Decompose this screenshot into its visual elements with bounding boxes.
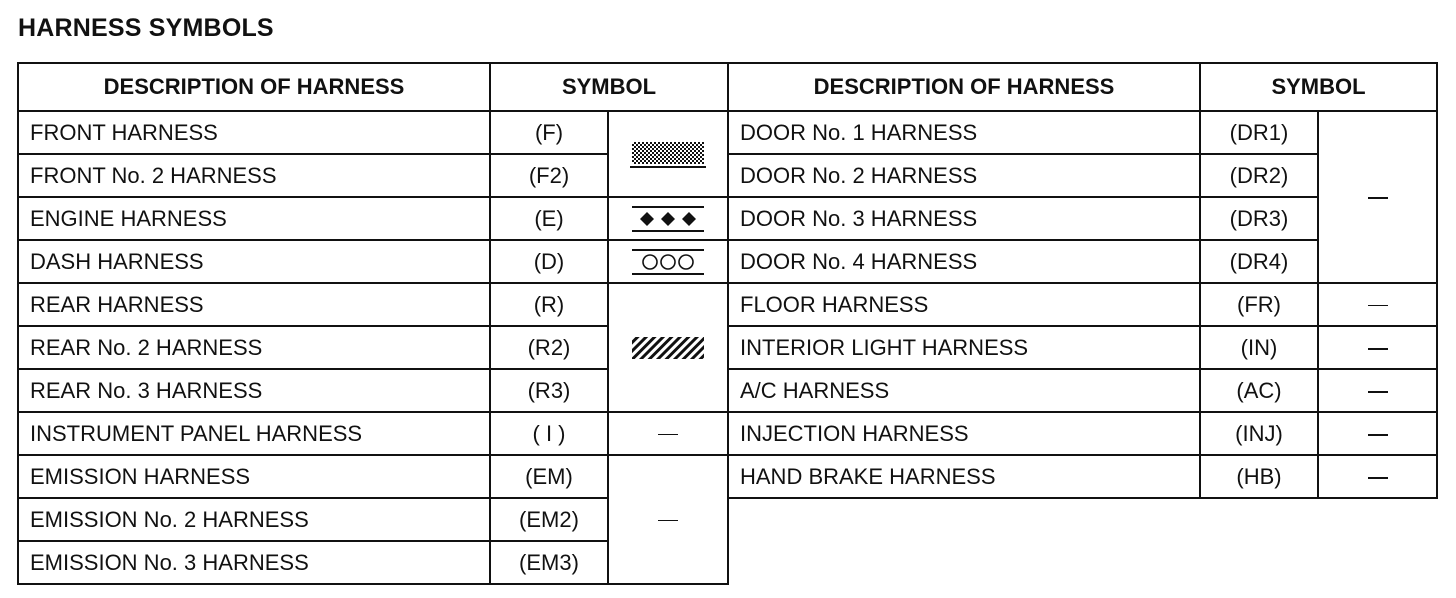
dash-icon xyxy=(1368,305,1388,307)
harness-description: REAR HARNESS xyxy=(18,283,490,326)
page-title: HARNESS SYMBOLS xyxy=(18,14,274,42)
dotted-band-icon xyxy=(630,138,706,170)
harness-code: (FR) xyxy=(1200,283,1318,326)
harness-code: (D) xyxy=(490,240,608,283)
harness-code: (R2) xyxy=(490,326,608,369)
dash-symbol-cell xyxy=(608,240,728,283)
engine-symbol-cell xyxy=(608,197,728,240)
dash-icon xyxy=(1368,477,1388,479)
harness-code: (DR3) xyxy=(1200,197,1318,240)
harness-code: (F) xyxy=(490,111,608,154)
header-description: DESCRIPTION OF HARNESS xyxy=(728,63,1200,111)
harness-description: FRONT HARNESS xyxy=(18,111,490,154)
harness-code: (F2) xyxy=(490,154,608,197)
dash-icon xyxy=(1368,391,1388,393)
harness-description: HAND BRAKE HARNESS xyxy=(728,455,1200,498)
dash-icon xyxy=(1368,197,1388,199)
hand-brake-symbol-cell xyxy=(1318,455,1437,498)
table-row xyxy=(18,283,728,326)
harness-description: FLOOR HARNESS xyxy=(728,283,1200,326)
circle-line-icon xyxy=(630,247,706,277)
header-symbol: SYMBOL xyxy=(490,63,728,111)
dash-icon xyxy=(1368,434,1388,436)
table-row xyxy=(18,197,728,240)
instrument-symbol-cell xyxy=(608,412,728,455)
harness-code: (E) xyxy=(490,197,608,240)
header-row xyxy=(728,63,1437,111)
dash-icon xyxy=(658,520,678,522)
injection-symbol-cell xyxy=(1318,412,1437,455)
harness-code: (DR1) xyxy=(1200,111,1318,154)
ac-symbol-cell xyxy=(1318,369,1437,412)
harness-description: EMISSION No. 2 HARNESS xyxy=(18,498,490,541)
emission-symbol-cell xyxy=(608,455,728,584)
table-row xyxy=(728,412,1437,455)
dash-icon xyxy=(658,434,678,436)
harness-description: INTERIOR LIGHT HARNESS xyxy=(728,326,1200,369)
harness-code: (HB) xyxy=(1200,455,1318,498)
table-row xyxy=(18,412,728,455)
floor-symbol-cell xyxy=(1318,283,1437,326)
harness-description: REAR No. 2 HARNESS xyxy=(18,326,490,369)
harness-description: A/C HARNESS xyxy=(728,369,1200,412)
table-row xyxy=(18,455,728,498)
harness-code: (EM) xyxy=(490,455,608,498)
harness-description: DOOR No. 3 HARNESS xyxy=(728,197,1200,240)
harness-description: ENGINE HARNESS xyxy=(18,197,490,240)
harness-description: DASH HARNESS xyxy=(18,240,490,283)
harness-description: EMISSION HARNESS xyxy=(18,455,490,498)
harness-code: (EM3) xyxy=(490,541,608,584)
table-row xyxy=(728,111,1437,154)
rear-symbol-cell xyxy=(608,283,728,412)
harness-description: DOOR No. 2 HARNESS xyxy=(728,154,1200,197)
harness-table-left xyxy=(17,62,729,585)
harness-description: EMISSION No. 3 HARNESS xyxy=(18,541,490,584)
table-row xyxy=(728,455,1437,498)
harness-code: (DR4) xyxy=(1200,240,1318,283)
header-symbol: SYMBOL xyxy=(1200,63,1437,111)
harness-description: INSTRUMENT PANEL HARNESS xyxy=(18,412,490,455)
harness-code: ( I ) xyxy=(490,412,608,455)
harness-description: INJECTION HARNESS xyxy=(728,412,1200,455)
table-row xyxy=(18,111,728,154)
harness-description: DOOR No. 1 HARNESS xyxy=(728,111,1200,154)
table-row xyxy=(18,240,728,283)
header-row xyxy=(18,63,728,111)
harness-description: REAR No. 3 HARNESS xyxy=(18,369,490,412)
header-description: DESCRIPTION OF HARNESS xyxy=(18,63,490,111)
harness-code: (EM2) xyxy=(490,498,608,541)
hatched-band-icon xyxy=(630,334,706,362)
table-row xyxy=(728,326,1437,369)
harness-code: (AC) xyxy=(1200,369,1318,412)
interior-symbol-cell xyxy=(1318,326,1437,369)
harness-code: (R) xyxy=(490,283,608,326)
harness-description: FRONT No. 2 HARNESS xyxy=(18,154,490,197)
harness-code: (R3) xyxy=(490,369,608,412)
harness-code: (IN) xyxy=(1200,326,1318,369)
front-symbol-cell xyxy=(608,111,728,197)
harness-description: DOOR No. 4 HARNESS xyxy=(728,240,1200,283)
table-row xyxy=(728,283,1437,326)
table-row xyxy=(728,369,1437,412)
harness-code: (DR2) xyxy=(1200,154,1318,197)
diamond-line-icon xyxy=(630,204,706,234)
dash-icon xyxy=(1368,348,1388,350)
harness-table-right xyxy=(727,62,1438,499)
door-symbol-cell xyxy=(1318,111,1437,283)
harness-code: (INJ) xyxy=(1200,412,1318,455)
